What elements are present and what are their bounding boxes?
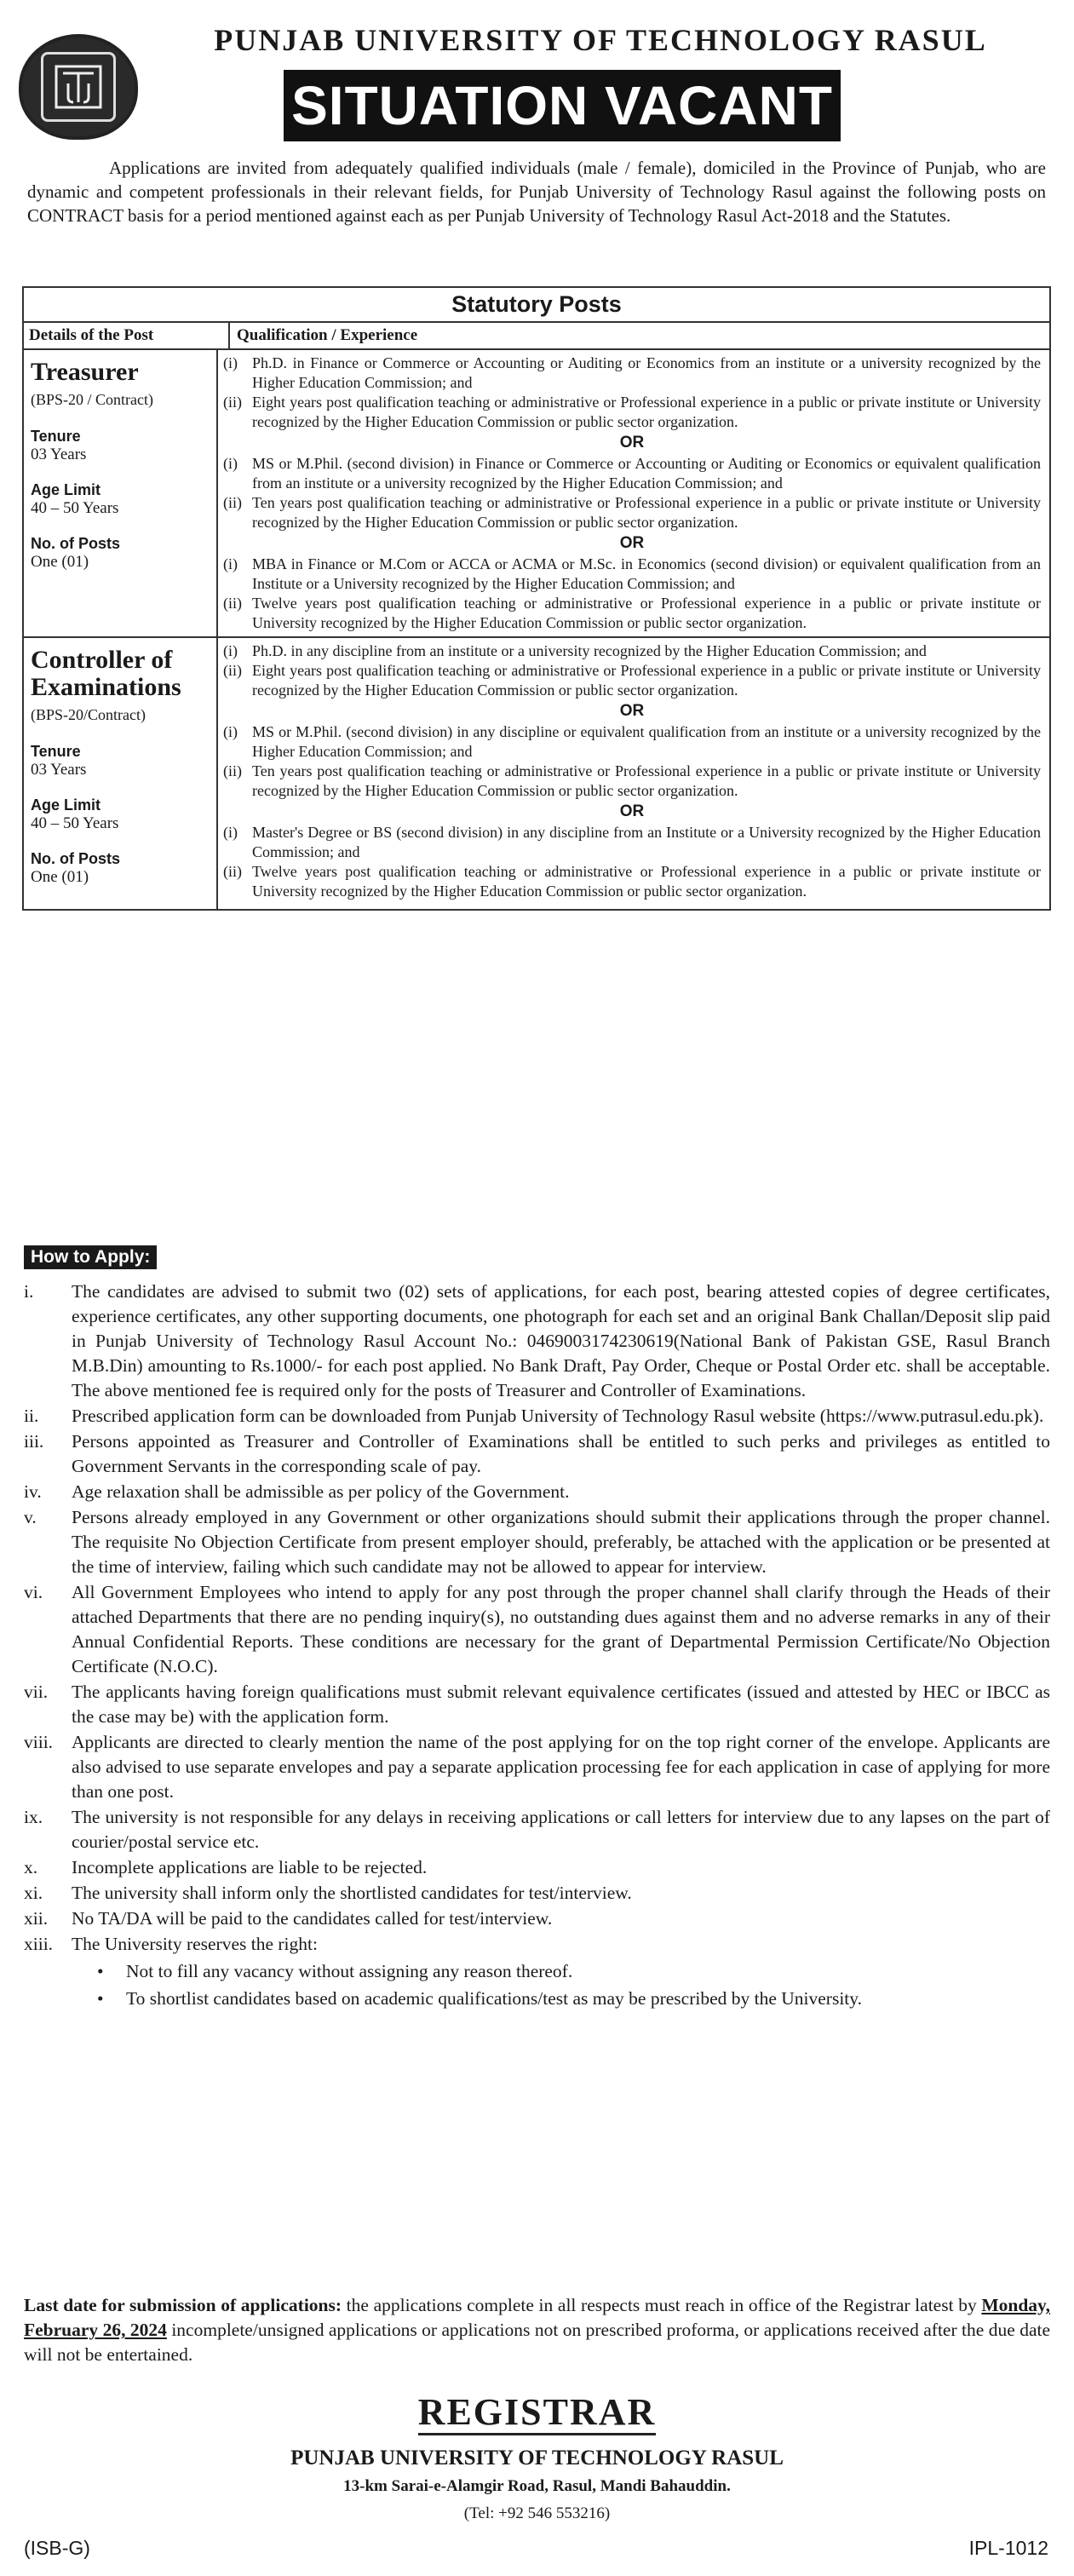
tenure-value: 03 Years (31, 446, 87, 463)
list-item (24, 1404, 1050, 1429)
qualification-number: (ii) (223, 863, 242, 880)
qualification-text: MS or M.Phil. (second division) in Finance or Commerce or Accounting or Auditing or Economics or equivalent qualification from an institute or a university recognized by the Higher Education Commission; and (252, 455, 1041, 492)
deadline-lead: Last date for submission of applications: (24, 2295, 342, 2315)
item-text: The university shall inform only the shortlisted candidates for test/interview. (72, 1883, 632, 1903)
post-name: Treasurer (31, 358, 139, 386)
or-separator: OR (619, 802, 645, 820)
age-limit-value: 40 – 50 Years (31, 814, 119, 832)
bullet-item (24, 1959, 1050, 1984)
list-item (24, 1730, 1050, 1804)
no-of-posts-value: One (01) (31, 553, 89, 571)
qualification-item (223, 393, 1041, 432)
qualification-text: Ph.D. in any discipline from an institute or a university recognized by the Higher Education Commission; and (252, 642, 927, 659)
situation-vacant-banner: SITUATION VACANT (284, 70, 841, 141)
ad-code-left: (ISB-G) (24, 2537, 90, 2559)
item-number: v. (24, 1507, 37, 1527)
item-number: xi. (24, 1883, 43, 1903)
intro-paragraph: Applications are invited from adequately qualified individuals (male / female), domiciled in the Province of Punjab, who are dynamic and competent professionals in their relevant fields, for Punjab University of Technology Rasul against the following posts on CONTRACT basis for a period mentioned against each as per Punjab University of Technology Rasul Act-2018 and the Statutes. (27, 158, 1046, 226)
item-number: i. (24, 1281, 34, 1302)
item-text: Applicants are directed to clearly mention the name of the post applying for on the top right corner of the envelope. Applicants are also advised to use separate envelopes and pay a separate application processing fee for each application in case of applying for more than one post. (72, 1732, 1050, 1802)
qualification-number: (ii) (223, 662, 242, 679)
deadline-date: Monday, February 26, 2024 (24, 2295, 1050, 2340)
age-limit-label: Age Limit (31, 796, 101, 814)
item-text: The university is not responsible for any delays in receiving applications or call letters for interview due to any lapses on the part of courier/postal service etc. (72, 1807, 1050, 1852)
ad-code-right: IPL-1012 (968, 2537, 1048, 2559)
table-title: Statutory Posts (24, 288, 1049, 323)
list-item (24, 1480, 1050, 1504)
no-of-posts-label: No. of Posts (31, 535, 121, 552)
qualification-text: Ten years post qualification teaching or administrative or Professional experience in a public or private institute or University recognized by the Higher Education Commission or public sector organization. (252, 494, 1041, 531)
post-qualifications (218, 350, 1049, 636)
qualification-text: Eight years post qualification teaching or administrative or Professional experience in a public or private institute or University recognized by the Higher Education Commission or public sector organization. (252, 662, 1041, 699)
item-number: x. (24, 1857, 38, 1877)
footer-address: 13-km Sarai-e-Alamgir Road, Rasul, Mandi Bahauddin. (343, 2477, 731, 2495)
registrar-label: REGISTRAR (418, 2391, 657, 2435)
item-text: All Government Employees who intend to apply for any post through the proper channel shall clarify through the Heads of their attached Departments that there are no pending inquiry(s), no outstanding dues against them and no adverse remarks in any of their Annual Confidential Reports. These conditions are necessary for the grant of Departmental Permission Certificate/No Objection Certificate (N.O.C). (72, 1582, 1050, 1676)
qualification-item (223, 493, 1041, 532)
item-number: viii. (24, 1732, 54, 1752)
qualification-text: Ph.D. in Finance or Commerce or Accounting or Auditing or Economics from an institute or a university recognized by the Higher Education Commission; and (252, 354, 1041, 391)
qualification-text: Ten years post qualification teaching or administrative or Professional experience in a public or private institute or University recognized by the Higher Education Commission or public sector organization. (252, 762, 1041, 799)
registrar-heading (0, 2390, 1074, 2434)
how-to-apply-heading: How to Apply: (24, 1245, 157, 1269)
item-text: The applicants having foreign qualifications must submit relevant equivalence certificates (issued and attested by HEC or IBCC as the case may be) with the application form. (72, 1682, 1050, 1727)
item-text: Prescribed application form can be downloaded from Punjab University of Technology Rasul website (https://www.putrasul.edu.pk). (72, 1406, 1044, 1426)
crest-emblem-icon (53, 63, 104, 111)
qualification-number: (i) (223, 354, 238, 371)
item-number: vii. (24, 1682, 49, 1702)
list-item (24, 1429, 1050, 1479)
item-number: iii. (24, 1431, 44, 1452)
qualification-item (223, 454, 1041, 493)
bullet-item (24, 1987, 1050, 2011)
qualification-item (223, 823, 1041, 862)
no-of-posts-value: One (01) (31, 868, 89, 886)
deadline-text-1: the applications complete in all respects must reach in office of the Registrar latest by (342, 2295, 982, 2315)
item-text: No TA/DA will be paid to the candidates called for test/interview. (72, 1908, 553, 1929)
bullet-text: Not to fill any vacancy without assigning any reason thereof. (126, 1961, 573, 1981)
list-item (24, 1881, 1050, 1906)
or-separator: OR (619, 534, 645, 552)
deadline-paragraph (24, 2293, 1050, 2367)
statutory-posts-table (22, 286, 1051, 911)
qualification-number: (i) (223, 642, 238, 659)
bullet-icon: • (97, 1988, 104, 2009)
qualification-number: (ii) (223, 394, 242, 411)
qualification-number: (i) (223, 824, 238, 841)
deadline-text-2: incomplete/unsigned applications or applications not on prescribed proforma, or applications received after the due date will not be entertained. (24, 2320, 1051, 2365)
item-number: ii. (24, 1406, 39, 1426)
tenure-label: Tenure (31, 428, 81, 445)
item-number: ix. (24, 1807, 43, 1827)
qualification-item (223, 661, 1041, 700)
footer-university: PUNJAB UNIVERSITY OF TECHNOLOGY RASUL (290, 2447, 784, 2470)
item-text: The University reserves the right: (72, 1934, 318, 1954)
age-limit-value: 40 – 50 Years (31, 499, 119, 517)
item-text: Incomplete applications are liable to be rejected. (72, 1857, 428, 1877)
bullet-text: To shortlist candidates based on academic qualifications/test as may be prescribed by the University. (126, 1988, 863, 2009)
list-item (24, 1505, 1050, 1579)
list-item (24, 1279, 1050, 1403)
how-to-apply-list (24, 1279, 1050, 2011)
qualification-text: Master's Degree or BS (second division) in any discipline from an Institute or a University recognized by the Higher Education Commission; and (252, 824, 1041, 860)
list-item (24, 1580, 1050, 1679)
post-qualifications (218, 638, 1049, 909)
list-item (24, 1855, 1050, 1880)
no-of-posts-label: No. of Posts (31, 850, 121, 867)
qualification-text: Twelve years post qualification teaching or administrative or Professional experience in a public or private institute or University recognized by the Higher Education Commission or public sector organization. (252, 595, 1041, 631)
item-text: Persons already employed in any Government or other organizations should submit their applications through the proper channel. The requisite No Objection Certificate from present employer should, preferably, be attached with the application or be presented at the time of interview, failing which such candidate may not be allowed to appear for interview. (72, 1507, 1050, 1577)
post-bps: (BPS-20/Contract) (31, 706, 146, 723)
qualification-number: (i) (223, 555, 238, 572)
item-text: Age relaxation shall be admissible as per policy of the Government. (72, 1481, 570, 1502)
university-crest-icon (19, 34, 138, 140)
post-row-controller-of-examinations (24, 638, 1049, 909)
age-limit-label: Age Limit (31, 481, 101, 498)
or-separator: OR (619, 702, 645, 720)
post-details (24, 638, 218, 909)
qualification-text: MS or M.Phil. (second division) in any discipline or equivalent qualification from an institute or a university recognized by the Higher Education Commission; and (252, 723, 1041, 760)
footer-telephone: (Tel: +92 546 553216) (463, 2504, 611, 2522)
list-item (24, 1932, 1050, 1957)
item-text: Persons appointed as Treasurer and Controller of Examinations shall be entitled to such perks and privileges as entitled to Government Servants in the corresponding scale of pay. (72, 1431, 1050, 1476)
item-number: xiii. (24, 1934, 54, 1954)
bullet-icon: • (97, 1961, 104, 1981)
list-item (24, 1680, 1050, 1729)
item-number: iv. (24, 1481, 42, 1502)
qualification-text: Eight years post qualification teaching or administrative or Professional experience in a public or private institute or University recognized by the Higher Education Commission or public sector organization. (252, 394, 1041, 430)
qualification-item (223, 641, 1041, 661)
item-number: xii. (24, 1908, 49, 1929)
qualification-number: (i) (223, 723, 238, 740)
qualification-number: (i) (223, 455, 238, 472)
qualification-item (223, 862, 1041, 901)
post-bps: (BPS-20 / Contract) (31, 391, 153, 408)
qualification-number: (ii) (223, 595, 242, 612)
post-name: Controller of Examinations (31, 646, 181, 701)
item-text: The candidates are advised to submit two (02) sets of applications, for each post, bearing attested copies of degree certificates, experience certificates, any other supporting documents, one photograph for each set and an original Bank Challan/Deposit slip paid in Punjab University of Technology Rasul Account No.: 0469003174230619(National Bank of Pakistan GSE, Rasul Branch M.B.Din) amounting to Rs.1000/- for each post applied. No Bank Draft, Pay Order, Cheque or Postal Order etc. shall be acceptable. The above mentioned fee is required only for the posts of Treasurer and Controller of Examinations. (72, 1281, 1050, 1400)
list-item (24, 1805, 1050, 1854)
table-header-row (24, 323, 1049, 350)
qualification-item (223, 555, 1041, 594)
qualification-text: MBA in Finance or M.Com or ACCA or ACMA or M.Sc. in Economics (second division) or equivalent qualification from an Institute or a University recognized by the Higher Education Commission; and (252, 555, 1041, 592)
post-details (24, 350, 218, 636)
qualification-item (223, 354, 1041, 393)
qualification-item (223, 762, 1041, 801)
tenure-label: Tenure (31, 743, 81, 760)
column-header-details: Details of the Post (24, 323, 230, 348)
list-item (24, 1906, 1050, 1931)
tenure-value: 03 Years (31, 761, 87, 779)
item-number: vi. (24, 1582, 43, 1602)
qualification-item (223, 594, 1041, 633)
qualification-text: Twelve years post qualification teaching or administrative or Professional experience in a public or private institute or University recognized by the Higher Education Commission or public sector organization. (252, 863, 1041, 900)
column-header-qualification: Qualification / Experience (237, 326, 418, 344)
post-row-treasurer (24, 350, 1049, 638)
qualification-number: (ii) (223, 762, 242, 779)
or-separator: OR (619, 434, 645, 451)
qualification-number: (ii) (223, 494, 242, 511)
qualification-item (223, 722, 1041, 762)
crest-monogram (41, 52, 116, 122)
university-title: PUNJAB UNIVERSITY OF TECHNOLOGY RASUL (214, 23, 987, 57)
